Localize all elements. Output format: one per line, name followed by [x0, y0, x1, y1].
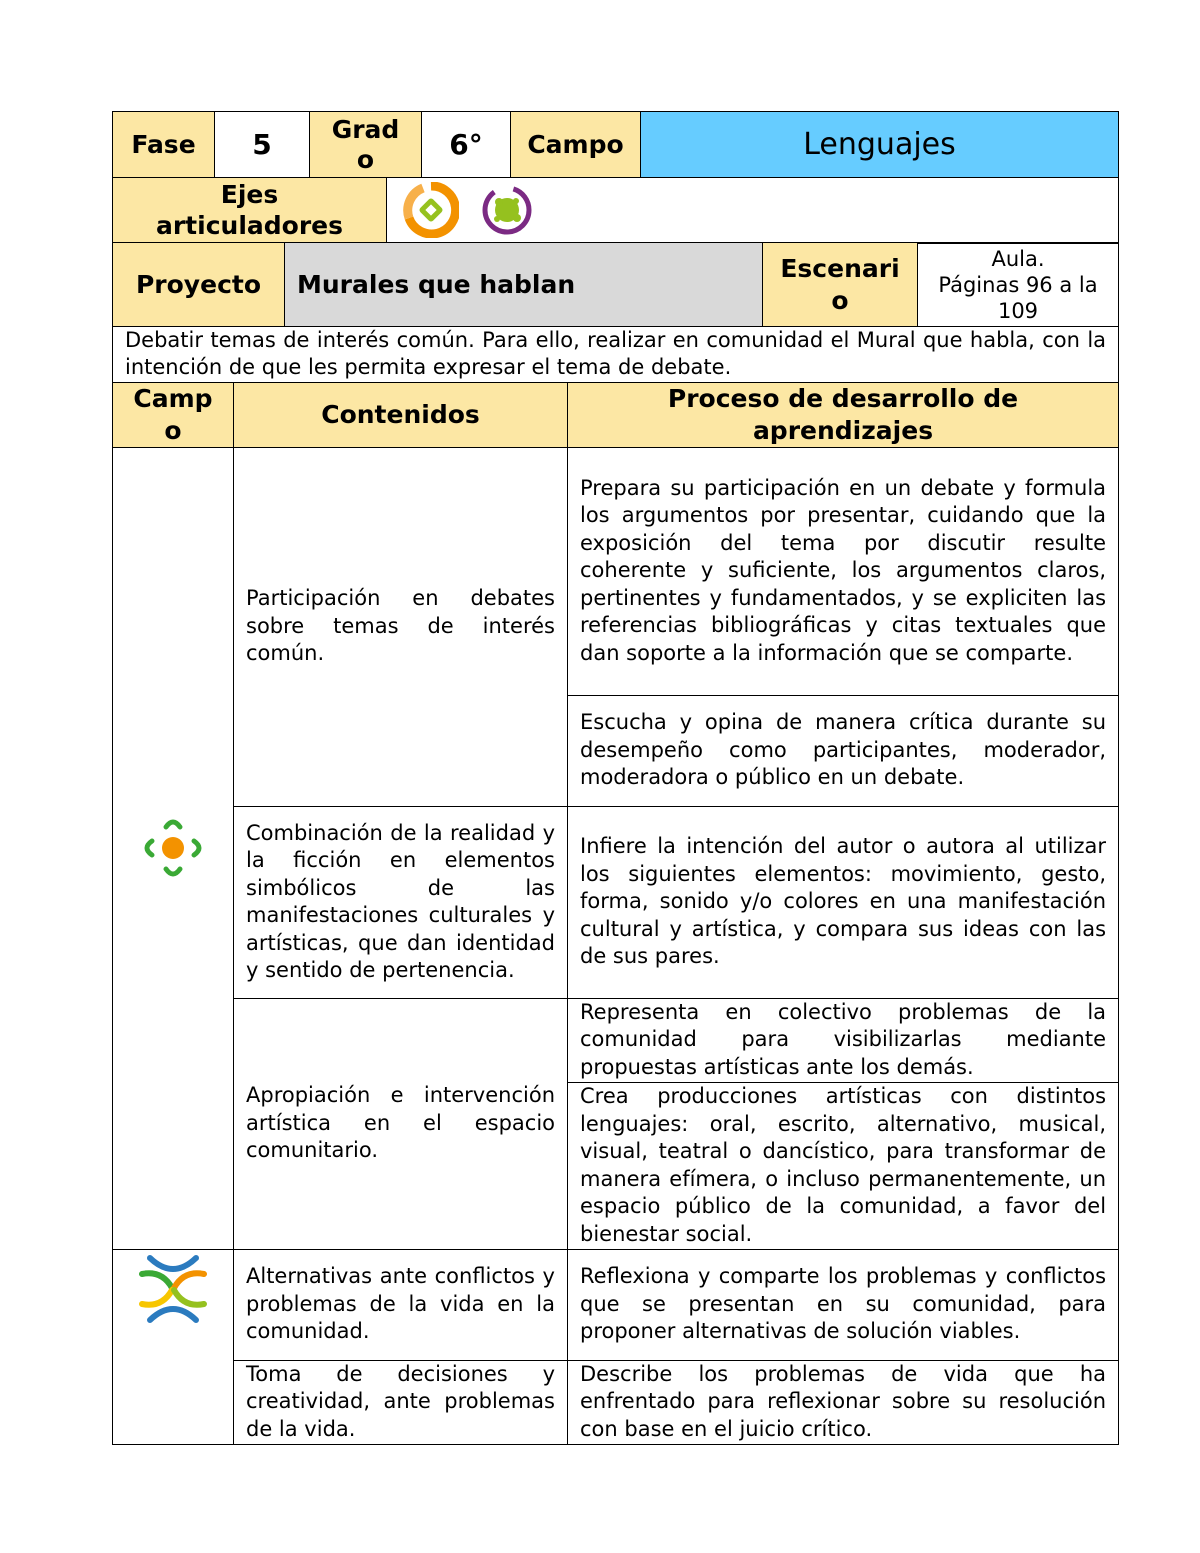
proposito-text: Debatir temas de interés común. Para ello, realizar en comunidad el Mural que habla, con la intención de que les permita expresar el tema de debate.: [113, 326, 1119, 382]
contenido-cell: Participación en debates sobre temas de interés común.: [234, 447, 568, 806]
col-pda-header-line-2: aprendizajes: [752, 415, 934, 445]
escenario-value-line-2: Páginas 96 a la: [938, 272, 1098, 297]
humano-comunitario-campo-icon: [136, 1252, 210, 1326]
col-pda-header: [568, 382, 1119, 447]
campo-icon-cell: [113, 1249, 234, 1444]
proyecto-value: Murales que hablan: [285, 243, 763, 327]
ejes-label-line-2: articuladores: [155, 211, 343, 240]
planeacion-document: [112, 111, 1118, 1445]
table-row: [113, 806, 1119, 998]
campo-icon-cell: [113, 447, 234, 1249]
grado-label-line-2: o: [356, 144, 375, 174]
pda-cell: Escucha y opina de manera crítica durante su desempeño como participantes, moderador, moderadora o público en un debate.: [568, 695, 1119, 806]
escenario-value-line-3: 109: [997, 298, 1039, 323]
ejes-label: [113, 177, 387, 243]
interculturalidad-icon: [403, 182, 459, 238]
ejes-label-line-1: Ejes: [220, 180, 279, 209]
contenido-cell: Toma de decisiones y creatividad, ante problemas de la vida.: [234, 1360, 568, 1444]
col-pda-header-line-1: Proceso de desarrollo de: [667, 383, 1019, 413]
pda-cell: Crea producciones artísticas con distintos lenguajes: oral, escrito, alternativo, musical, visual, teatral o dancístico, para transformar de manera efímera, o incluso permanentemente, un espacio público de la comunidad, a favor del bienestar social.: [568, 1082, 1119, 1249]
escenario-label-line-2: o: [831, 285, 849, 315]
ejes-table: [112, 177, 1119, 244]
grado-label: [310, 112, 422, 178]
contenido-cell: Apropiación e intervención artística en el espacio comunitario.: [234, 998, 568, 1249]
col-campo-header: [113, 382, 234, 447]
artes-icon: [479, 182, 535, 238]
main-table: [112, 326, 1119, 1445]
proyecto-label: Proyecto: [113, 243, 285, 327]
col-campo-header-line-2: o: [164, 415, 182, 445]
grado-value: 6°: [422, 112, 511, 178]
grado-label-line-1: Grad: [331, 114, 400, 144]
escenario-label: [763, 243, 918, 327]
header-table: [112, 111, 1119, 178]
table-row: [113, 1249, 1119, 1360]
pda-cell: Infiere la intención del autor o autora al utilizar los siguientes elementos: movimiento, gesto, forma, sonido y/o colores en una manifestación cultural y artística, y compara sus ideas con las de sus pares.: [568, 806, 1119, 998]
fase-label: Fase: [113, 112, 215, 178]
table-row: [113, 447, 1119, 695]
proyecto-table: [112, 242, 1119, 327]
table-row: [113, 1360, 1119, 1444]
campo-value: Lenguajes: [641, 112, 1119, 178]
col-contenidos-header: Contenidos: [234, 382, 568, 447]
escenario-value-line-1: Aula.: [991, 246, 1045, 271]
fase-value: 5: [215, 112, 310, 178]
contenido-cell: Combinación de la realidad y la ficción en elementos simbólicos de las manifestaciones culturales y artísticas, que dan identidad y sentido de pertenencia.: [234, 806, 568, 998]
pda-cell: Describe los problemas de vida que ha enfrentado para reflexionar sobre su resolución con base en el juicio crítico.: [568, 1360, 1119, 1444]
col-campo-header-line-1: Camp: [133, 383, 213, 413]
escenario-value: [918, 243, 1119, 327]
contenido-cell: Alternativas ante conflictos y problemas de la vida en la comunidad.: [234, 1249, 568, 1360]
pda-cell: Reflexiona y comparte los problemas y conflictos que se presentan en su comunidad, para proponer alternativas de solución viables.: [568, 1249, 1119, 1360]
pda-cell: Representa en colectivo problemas de la comunidad para visibilizarlas mediante propuestas artísticas ante los demás.: [568, 998, 1119, 1082]
campo-label: Campo: [511, 112, 641, 178]
escenario-label-line-1: Escenari: [780, 253, 900, 283]
table-row: [113, 998, 1119, 1082]
lenguajes-campo-icon: [136, 811, 210, 885]
ejes-icons: [387, 177, 1119, 243]
pda-cell: Prepara su participación en un debate y formula los argumentos por presentar, cuidando que la exposición del tema por discutir resulte coherente y suficiente, los argumentos claros, pertinentes y fundamentados, y se expliciten las referencias bibliográficas y citas textuales que dan soporte a la información que se comparte.: [568, 447, 1119, 695]
